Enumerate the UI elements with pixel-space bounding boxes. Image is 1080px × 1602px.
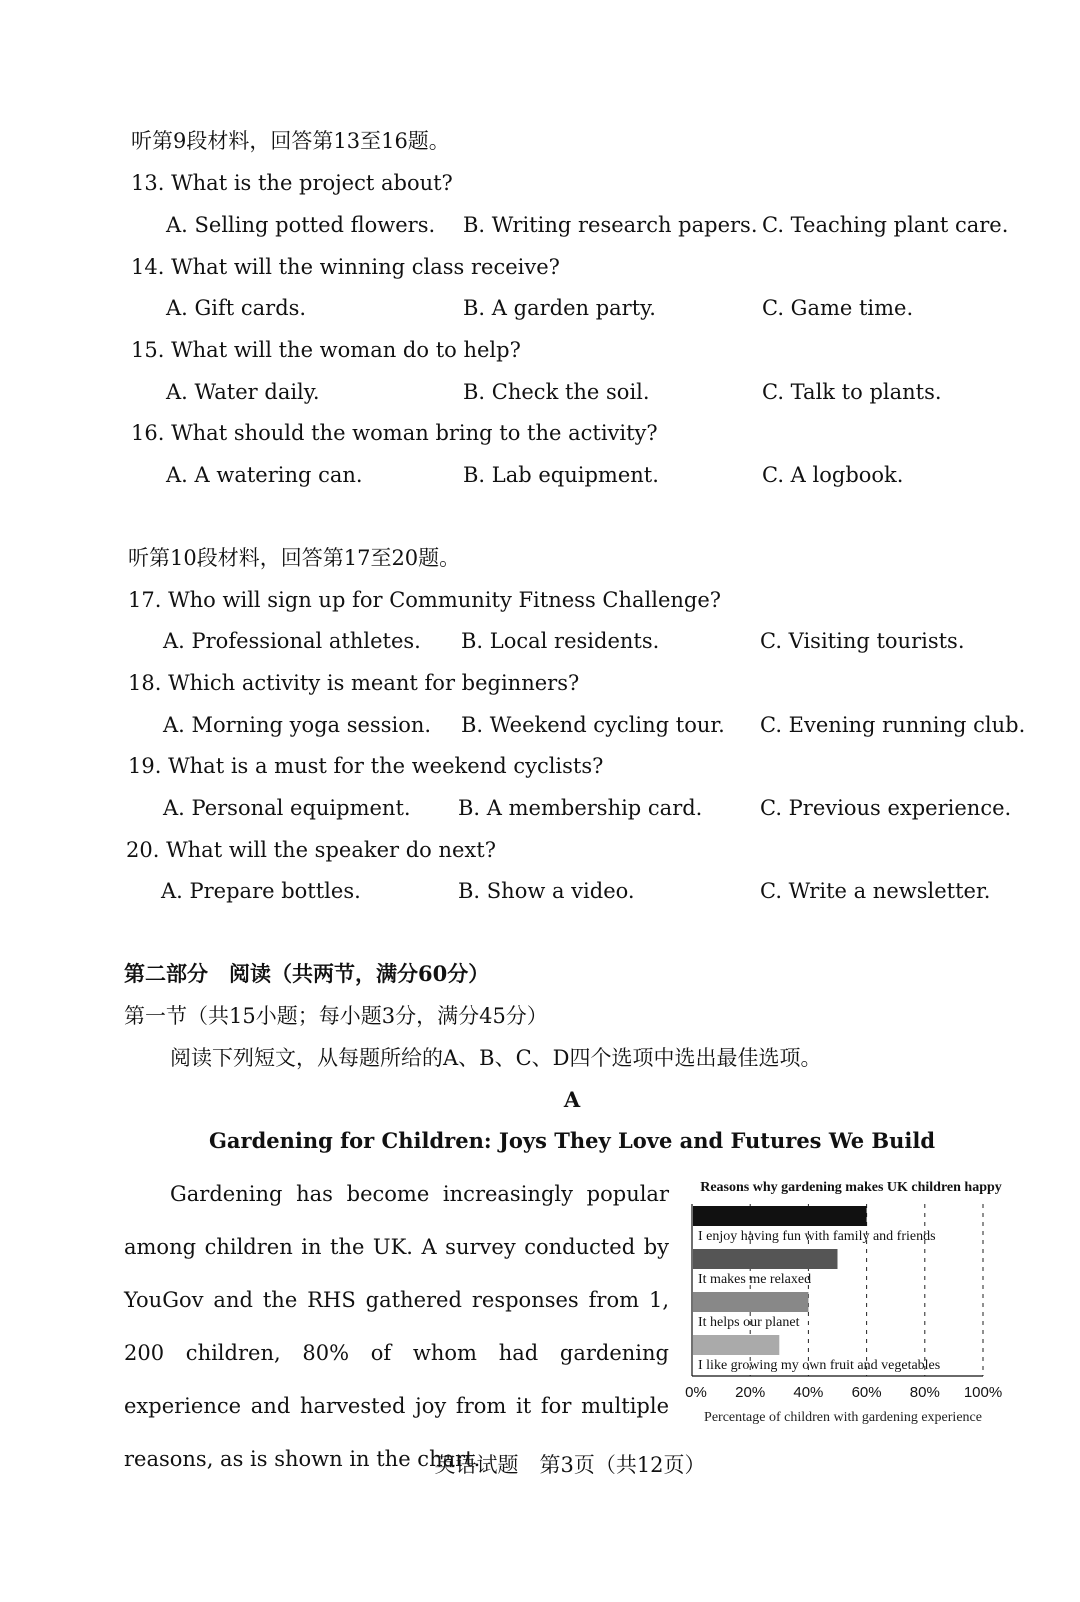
question-14-option-c: C. Game time. bbox=[762, 296, 914, 320]
chart-title: Reasons why gardening makes UK children happy bbox=[700, 1180, 1002, 1195]
section-instruction-9: 听第9段材料，回答第13至16题。 bbox=[131, 129, 450, 153]
chart-category-label: It helps our planet bbox=[698, 1315, 800, 1330]
question-15-stem: 15. What will the woman do to help? bbox=[131, 338, 521, 362]
reasons-chart-svg bbox=[676, 1170, 1026, 1432]
chart-xlabel: Percentage of children with gardening experience bbox=[704, 1410, 982, 1425]
question-19-option-c: C. Previous experience. bbox=[760, 796, 1012, 820]
chart-category-label: It makes me relaxed bbox=[698, 1272, 812, 1287]
question-20-option-b: B. Show a video. bbox=[458, 879, 635, 903]
question-20-option-c: C. Write a newsletter. bbox=[760, 879, 991, 903]
part2-instruction: 阅读下列短文，从每题所给的A、B、C、D四个选项中选出最佳选项。 bbox=[170, 1046, 822, 1070]
chart-category-label: I enjoy having fun with family and friends bbox=[698, 1229, 936, 1244]
reasons-chart bbox=[676, 1170, 1026, 1432]
chart-tick-label: 80% bbox=[909, 1384, 940, 1401]
question-16-option-c: C. A logbook. bbox=[762, 463, 904, 487]
question-15-option-a: A. Water daily. bbox=[166, 380, 320, 404]
section-instruction-10: 听第10段材料，回答第17至20题。 bbox=[128, 546, 461, 570]
passage-title: Gardening for Children: Joys They Love and Futures We Build bbox=[208, 1128, 936, 1153]
chart-tick-label: 40% bbox=[793, 1384, 824, 1401]
chart-bar bbox=[693, 1206, 867, 1226]
question-14-option-b: B. A garden party. bbox=[463, 296, 656, 320]
question-15-option-b: B. Check the soil. bbox=[463, 380, 650, 404]
question-14-option-a: A. Gift cards. bbox=[166, 296, 307, 320]
question-18-option-a: A. Morning yoga session. bbox=[163, 713, 432, 737]
question-16-option-a: A. A watering can. bbox=[166, 463, 363, 487]
question-13-option-a: A. Selling potted flowers. bbox=[166, 213, 436, 237]
chart-tick-label: 60% bbox=[851, 1384, 882, 1401]
question-13-stem: 13. What is the project about? bbox=[131, 171, 453, 195]
question-17-stem: 17. Who will sign up for Community Fitness Challenge? bbox=[128, 588, 722, 612]
question-17-option-c: C. Visiting tourists. bbox=[760, 629, 965, 653]
chart-tick-label: 0% bbox=[685, 1384, 707, 1401]
question-16-stem: 16. What should the woman bring to the activity? bbox=[131, 421, 658, 445]
question-13-option-b: B. Writing research papers. bbox=[463, 213, 758, 237]
part2-heading: 第二部分 阅读（共两节，满分60分） bbox=[124, 961, 490, 986]
question-17-option-a: A. Professional athletes. bbox=[163, 629, 421, 653]
question-15-option-c: C. Talk to plants. bbox=[762, 380, 942, 404]
question-18-stem: 18. Which activity is meant for beginners? bbox=[128, 671, 580, 695]
question-18-option-c: C. Evening running club. bbox=[760, 713, 1026, 737]
question-19-option-b: B. A membership card. bbox=[458, 796, 703, 820]
chart-tick-label: 100% bbox=[963, 1384, 1003, 1401]
passage-body: Gardening has become increasingly popular among children in the UK. A survey conducted by YouGov and the RHS gathered responses from 1, 200 children, 80% of whom had gardening experience and harvested joy from it for multiple reasons, as is shown in the chart. bbox=[124, 1182, 669, 1471]
question-17-option-b: B. Local residents. bbox=[461, 629, 660, 653]
question-19-stem: 19. What is a must for the weekend cyclists? bbox=[128, 754, 604, 778]
page-footer: 英语试题 第3页（共12页） bbox=[434, 1453, 706, 1477]
passage-letter: A bbox=[563, 1087, 581, 1112]
chart-bar bbox=[693, 1335, 779, 1355]
chart-category-label: I like growing my own fruit and vegetables bbox=[698, 1358, 941, 1373]
chart-tick-label: 20% bbox=[735, 1384, 766, 1401]
question-20-stem: 20. What will the speaker do next? bbox=[126, 838, 496, 862]
question-20-option-a: A. Prepare bottles. bbox=[161, 879, 361, 903]
question-19-option-a: A. Personal equipment. bbox=[163, 796, 411, 820]
question-18-option-b: B. Weekend cycling tour. bbox=[461, 713, 725, 737]
chart-bar bbox=[693, 1292, 808, 1312]
question-13-option-c: C. Teaching plant care. bbox=[762, 213, 1009, 237]
question-14-stem: 14. What will the winning class receive? bbox=[131, 255, 560, 279]
part2-section1: 第一节（共15小题；每小题3分，满分45分） bbox=[124, 1004, 548, 1028]
chart-bar bbox=[693, 1249, 838, 1269]
question-16-option-b: B. Lab equipment. bbox=[463, 463, 659, 487]
